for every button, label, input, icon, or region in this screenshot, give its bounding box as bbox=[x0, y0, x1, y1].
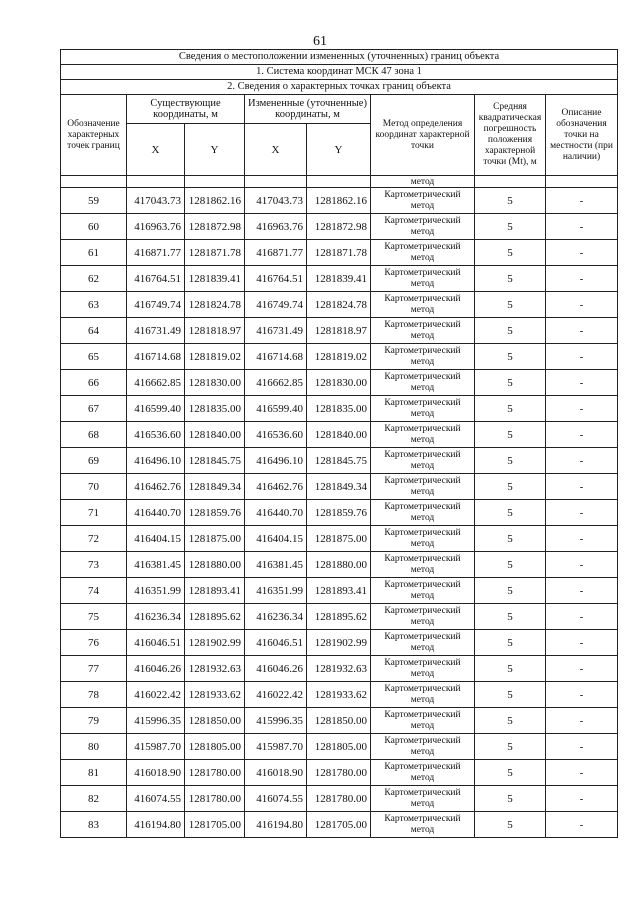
changed-y-cell: 1281932.63 bbox=[307, 656, 371, 682]
existing-x-cell: 416764.51 bbox=[127, 266, 185, 292]
method-cell: Картометрический метод bbox=[371, 448, 475, 474]
changed-x-cell: 416714.68 bbox=[245, 344, 307, 370]
section-2-heading: 2. Сведения о характерных точках границ объекта bbox=[61, 80, 618, 95]
method-cell: Картометрический метод bbox=[371, 812, 475, 838]
description-cell: - bbox=[546, 604, 618, 630]
method-cell: Картометрический метод bbox=[371, 344, 475, 370]
existing-y-cell: 1281872.98 bbox=[185, 214, 245, 240]
changed-x-cell: 416599.40 bbox=[245, 396, 307, 422]
point-cell: 61 bbox=[61, 240, 127, 266]
changed-y-cell: 1281895.62 bbox=[307, 604, 371, 630]
accuracy-cell: 5 bbox=[475, 500, 546, 526]
changed-y-cell: 1281840.00 bbox=[307, 422, 371, 448]
point-cell: 73 bbox=[61, 552, 127, 578]
point-cell: 72 bbox=[61, 526, 127, 552]
header-existing: Существующие координаты, м bbox=[127, 95, 245, 124]
accuracy-cell: 5 bbox=[475, 214, 546, 240]
accuracy-cell: 5 bbox=[475, 708, 546, 734]
header-accuracy: Средняя квадратическая погрешность положения характерной точки (Мt), м bbox=[475, 95, 546, 176]
accuracy-cell: 5 bbox=[475, 734, 546, 760]
changed-x-cell: 416046.26 bbox=[245, 656, 307, 682]
accuracy-cell: 5 bbox=[475, 630, 546, 656]
changed-y-cell: 1281839.41 bbox=[307, 266, 371, 292]
existing-x-cell: 416404.15 bbox=[127, 526, 185, 552]
description-cell: - bbox=[546, 552, 618, 578]
changed-x-cell: 416496.10 bbox=[245, 448, 307, 474]
table-row bbox=[61, 682, 618, 708]
existing-y-cell: 1281875.00 bbox=[185, 526, 245, 552]
coordinates-table bbox=[60, 49, 618, 838]
existing-y-cell: 1281839.41 bbox=[185, 266, 245, 292]
accuracy-cell: 5 bbox=[475, 240, 546, 266]
section-2-row bbox=[61, 80, 618, 95]
description-cell: - bbox=[546, 292, 618, 318]
point-cell: 79 bbox=[61, 708, 127, 734]
point-cell: 62 bbox=[61, 266, 127, 292]
point-cell: 68 bbox=[61, 422, 127, 448]
changed-y-cell: 1281859.76 bbox=[307, 500, 371, 526]
changed-y-cell: 1281705.00 bbox=[307, 812, 371, 838]
existing-y-cell: 1281705.00 bbox=[185, 812, 245, 838]
description-cell: - bbox=[546, 422, 618, 448]
method-cell: Картометрический метод bbox=[371, 370, 475, 396]
existing-x-cell: 416536.60 bbox=[127, 422, 185, 448]
changed-y-cell: 1281780.00 bbox=[307, 786, 371, 812]
existing-x-cell: 416662.85 bbox=[127, 370, 185, 396]
existing-x-cell: 416351.99 bbox=[127, 578, 185, 604]
header-x-changed: X bbox=[245, 124, 307, 176]
existing-y-cell: 1281893.41 bbox=[185, 578, 245, 604]
accuracy-cell: 5 bbox=[475, 812, 546, 838]
method-cell: Картометрический метод bbox=[371, 422, 475, 448]
accuracy-cell: 5 bbox=[475, 552, 546, 578]
changed-x-cell: 416404.15 bbox=[245, 526, 307, 552]
section-1-heading: 1. Система координат МСК 47 зона 1 bbox=[61, 65, 618, 80]
changed-y-cell: 1281875.00 bbox=[307, 526, 371, 552]
existing-y-cell: 1281849.34 bbox=[185, 474, 245, 500]
table-row bbox=[61, 318, 618, 344]
method-cell: Картометрический метод bbox=[371, 266, 475, 292]
method-cell: Картометрический метод bbox=[371, 682, 475, 708]
existing-y-cell: 1281880.00 bbox=[185, 552, 245, 578]
header-y-changed: Y bbox=[307, 124, 371, 176]
method-cell: Картометрический метод bbox=[371, 318, 475, 344]
changed-x-cell: 416764.51 bbox=[245, 266, 307, 292]
changed-x-cell: 416351.99 bbox=[245, 578, 307, 604]
point-cell: 59 bbox=[61, 188, 127, 214]
point-cell: 65 bbox=[61, 344, 127, 370]
changed-x-cell: 416749.74 bbox=[245, 292, 307, 318]
header-row-1 bbox=[61, 95, 618, 124]
existing-y-cell: 1281819.02 bbox=[185, 344, 245, 370]
accuracy-cell: 5 bbox=[475, 448, 546, 474]
existing-x-cell: 416462.76 bbox=[127, 474, 185, 500]
changed-x-cell: 416074.55 bbox=[245, 786, 307, 812]
table-row bbox=[61, 526, 618, 552]
accuracy-cell: 5 bbox=[475, 578, 546, 604]
description-cell: - bbox=[546, 266, 618, 292]
description-cell: - bbox=[546, 812, 618, 838]
table-row bbox=[61, 474, 618, 500]
accuracy-cell: 5 bbox=[475, 786, 546, 812]
existing-y-cell: 1281805.00 bbox=[185, 734, 245, 760]
description-cell: - bbox=[546, 760, 618, 786]
table-row bbox=[61, 656, 618, 682]
changed-y-cell: 1281830.00 bbox=[307, 370, 371, 396]
changed-x-cell: 416018.90 bbox=[245, 760, 307, 786]
accuracy-cell: 5 bbox=[475, 760, 546, 786]
method-cell: Картометрический метод bbox=[371, 292, 475, 318]
point-cell: 82 bbox=[61, 786, 127, 812]
changed-x-cell: 417043.73 bbox=[245, 188, 307, 214]
changed-y-cell: 1281902.99 bbox=[307, 630, 371, 656]
existing-y-cell: 1281933.62 bbox=[185, 682, 245, 708]
method-cell: Картометрический метод bbox=[371, 708, 475, 734]
point-cell: 74 bbox=[61, 578, 127, 604]
existing-y-cell: 1281932.63 bbox=[185, 656, 245, 682]
changed-y-cell: 1281835.00 bbox=[307, 396, 371, 422]
method-cell: Картометрический метод bbox=[371, 526, 475, 552]
changed-x-cell: 416046.51 bbox=[245, 630, 307, 656]
header-point: Обозначение характерных точек границ bbox=[61, 95, 127, 176]
method-cell: Картометрический метод bbox=[371, 578, 475, 604]
existing-x-cell: 416046.26 bbox=[127, 656, 185, 682]
table-row bbox=[61, 266, 618, 292]
existing-x-cell: 416749.74 bbox=[127, 292, 185, 318]
changed-y-cell: 1281818.97 bbox=[307, 318, 371, 344]
table-row bbox=[61, 708, 618, 734]
description-cell: - bbox=[546, 526, 618, 552]
accuracy-cell: 5 bbox=[475, 422, 546, 448]
description-cell: - bbox=[546, 188, 618, 214]
existing-x-cell: 416496.10 bbox=[127, 448, 185, 474]
point-cell: 83 bbox=[61, 812, 127, 838]
changed-x-cell: 416963.76 bbox=[245, 214, 307, 240]
description-cell: - bbox=[546, 396, 618, 422]
existing-x-cell: 416440.70 bbox=[127, 500, 185, 526]
existing-y-cell: 1281824.78 bbox=[185, 292, 245, 318]
existing-y-cell: 1281871.78 bbox=[185, 240, 245, 266]
header-description: Описание обозначения точки на местности (при наличии) bbox=[546, 95, 618, 176]
accuracy-cell: 5 bbox=[475, 292, 546, 318]
method-cell: Картометрический метод bbox=[371, 786, 475, 812]
point-cell: 80 bbox=[61, 734, 127, 760]
existing-x-cell: 416714.68 bbox=[127, 344, 185, 370]
point-cell: 71 bbox=[61, 500, 127, 526]
changed-x-cell: 415987.70 bbox=[245, 734, 307, 760]
description-cell: - bbox=[546, 578, 618, 604]
accuracy-cell: 5 bbox=[475, 344, 546, 370]
point-cell: 70 bbox=[61, 474, 127, 500]
description-cell: - bbox=[546, 500, 618, 526]
table-title: Сведения о местоположении измененных (уточненных) границ объекта bbox=[61, 50, 618, 65]
description-cell: - bbox=[546, 370, 618, 396]
existing-x-cell: 416599.40 bbox=[127, 396, 185, 422]
accuracy-cell: 5 bbox=[475, 604, 546, 630]
point-cell: 60 bbox=[61, 214, 127, 240]
point-cell: 64 bbox=[61, 318, 127, 344]
existing-x-cell: 416871.77 bbox=[127, 240, 185, 266]
table-row bbox=[61, 370, 618, 396]
changed-x-cell: 416871.77 bbox=[245, 240, 307, 266]
changed-y-cell: 1281862.16 bbox=[307, 188, 371, 214]
point-cell: 63 bbox=[61, 292, 127, 318]
method-cell: Картометрический метод bbox=[371, 552, 475, 578]
existing-y-cell: 1281835.00 bbox=[185, 396, 245, 422]
point-cell: 77 bbox=[61, 656, 127, 682]
changed-x-cell: 415996.35 bbox=[245, 708, 307, 734]
changed-y-cell: 1281845.75 bbox=[307, 448, 371, 474]
description-cell: - bbox=[546, 240, 618, 266]
accuracy-cell: 5 bbox=[475, 266, 546, 292]
accuracy-cell: 5 bbox=[475, 656, 546, 682]
accuracy-cell: 5 bbox=[475, 474, 546, 500]
existing-x-cell: 416731.49 bbox=[127, 318, 185, 344]
continued-row bbox=[61, 176, 618, 188]
existing-x-cell: 416381.45 bbox=[127, 552, 185, 578]
existing-y-cell: 1281780.00 bbox=[185, 760, 245, 786]
table-row bbox=[61, 500, 618, 526]
point-cell: 66 bbox=[61, 370, 127, 396]
changed-x-cell: 416731.49 bbox=[245, 318, 307, 344]
existing-y-cell: 1281902.99 bbox=[185, 630, 245, 656]
table-row bbox=[61, 630, 618, 656]
changed-y-cell: 1281805.00 bbox=[307, 734, 371, 760]
point-cell: 75 bbox=[61, 604, 127, 630]
table-row bbox=[61, 786, 618, 812]
table-title-row bbox=[61, 50, 618, 65]
description-cell: - bbox=[546, 214, 618, 240]
changed-y-cell: 1281780.00 bbox=[307, 760, 371, 786]
description-cell: - bbox=[546, 786, 618, 812]
point-cell: 69 bbox=[61, 448, 127, 474]
description-cell: - bbox=[546, 708, 618, 734]
point-cell: 76 bbox=[61, 630, 127, 656]
changed-x-cell: 416194.80 bbox=[245, 812, 307, 838]
table-row bbox=[61, 812, 618, 838]
existing-y-cell: 1281780.00 bbox=[185, 786, 245, 812]
changed-y-cell: 1281850.00 bbox=[307, 708, 371, 734]
accuracy-cell: 5 bbox=[475, 526, 546, 552]
header-method: Метод определения координат характерной точки bbox=[371, 95, 475, 176]
description-cell: - bbox=[546, 656, 618, 682]
section-1-row bbox=[61, 65, 618, 80]
point-cell: 81 bbox=[61, 760, 127, 786]
changed-y-cell: 1281819.02 bbox=[307, 344, 371, 370]
accuracy-cell: 5 bbox=[475, 682, 546, 708]
method-cell: Картометрический метод bbox=[371, 604, 475, 630]
method-cell: Картометрический метод bbox=[371, 760, 475, 786]
point-cell: 67 bbox=[61, 396, 127, 422]
changed-y-cell: 1281880.00 bbox=[307, 552, 371, 578]
changed-y-cell: 1281824.78 bbox=[307, 292, 371, 318]
changed-x-cell: 416462.76 bbox=[245, 474, 307, 500]
changed-x-cell: 416536.60 bbox=[245, 422, 307, 448]
existing-x-cell: 416046.51 bbox=[127, 630, 185, 656]
method-cell: Картометрический метод bbox=[371, 630, 475, 656]
accuracy-cell: 5 bbox=[475, 396, 546, 422]
header-x-existing: X bbox=[127, 124, 185, 176]
changed-x-cell: 416022.42 bbox=[245, 682, 307, 708]
changed-x-cell: 416662.85 bbox=[245, 370, 307, 396]
continued-method: метод bbox=[371, 176, 475, 188]
method-cell: Картометрический метод bbox=[371, 240, 475, 266]
existing-y-cell: 1281850.00 bbox=[185, 708, 245, 734]
description-cell: - bbox=[546, 630, 618, 656]
changed-y-cell: 1281872.98 bbox=[307, 214, 371, 240]
method-cell: Картометрический метод bbox=[371, 214, 475, 240]
existing-x-cell: 416236.34 bbox=[127, 604, 185, 630]
existing-x-cell: 415987.70 bbox=[127, 734, 185, 760]
table-row bbox=[61, 578, 618, 604]
header-changed: Измененные (уточненные) координаты, м bbox=[245, 95, 371, 124]
method-cell: Картометрический метод bbox=[371, 396, 475, 422]
changed-y-cell: 1281893.41 bbox=[307, 578, 371, 604]
table-row bbox=[61, 396, 618, 422]
description-cell: - bbox=[546, 448, 618, 474]
existing-x-cell: 416963.76 bbox=[127, 214, 185, 240]
existing-x-cell: 416018.90 bbox=[127, 760, 185, 786]
description-cell: - bbox=[546, 474, 618, 500]
existing-y-cell: 1281845.75 bbox=[185, 448, 245, 474]
method-cell: Картометрический метод bbox=[371, 656, 475, 682]
existing-x-cell: 416022.42 bbox=[127, 682, 185, 708]
changed-y-cell: 1281871.78 bbox=[307, 240, 371, 266]
page-number: 61 bbox=[313, 34, 327, 49]
header-y-existing: Y bbox=[185, 124, 245, 176]
existing-y-cell: 1281859.76 bbox=[185, 500, 245, 526]
accuracy-cell: 5 bbox=[475, 318, 546, 344]
table-row bbox=[61, 604, 618, 630]
existing-y-cell: 1281818.97 bbox=[185, 318, 245, 344]
table-row bbox=[61, 760, 618, 786]
changed-y-cell: 1281849.34 bbox=[307, 474, 371, 500]
description-cell: - bbox=[546, 734, 618, 760]
existing-y-cell: 1281840.00 bbox=[185, 422, 245, 448]
table-row bbox=[61, 344, 618, 370]
description-cell: - bbox=[546, 318, 618, 344]
changed-x-cell: 416440.70 bbox=[245, 500, 307, 526]
existing-y-cell: 1281895.62 bbox=[185, 604, 245, 630]
table-row bbox=[61, 240, 618, 266]
method-cell: Картометрический метод bbox=[371, 188, 475, 214]
existing-y-cell: 1281862.16 bbox=[185, 188, 245, 214]
existing-x-cell: 416074.55 bbox=[127, 786, 185, 812]
table-row bbox=[61, 422, 618, 448]
description-cell: - bbox=[546, 682, 618, 708]
method-cell: Картометрический метод bbox=[371, 734, 475, 760]
changed-x-cell: 416236.34 bbox=[245, 604, 307, 630]
method-cell: Картометрический метод bbox=[371, 500, 475, 526]
table-row bbox=[61, 448, 618, 474]
existing-x-cell: 417043.73 bbox=[127, 188, 185, 214]
changed-y-cell: 1281933.62 bbox=[307, 682, 371, 708]
changed-x-cell: 416381.45 bbox=[245, 552, 307, 578]
table-row bbox=[61, 292, 618, 318]
method-cell: Картометрический метод bbox=[371, 474, 475, 500]
existing-y-cell: 1281830.00 bbox=[185, 370, 245, 396]
point-cell: 78 bbox=[61, 682, 127, 708]
description-cell: - bbox=[546, 344, 618, 370]
accuracy-cell: 5 bbox=[475, 188, 546, 214]
table-row bbox=[61, 552, 618, 578]
table-row bbox=[61, 214, 618, 240]
existing-x-cell: 416194.80 bbox=[127, 812, 185, 838]
existing-x-cell: 415996.35 bbox=[127, 708, 185, 734]
table-row bbox=[61, 734, 618, 760]
table-row bbox=[61, 188, 618, 214]
accuracy-cell: 5 bbox=[475, 370, 546, 396]
